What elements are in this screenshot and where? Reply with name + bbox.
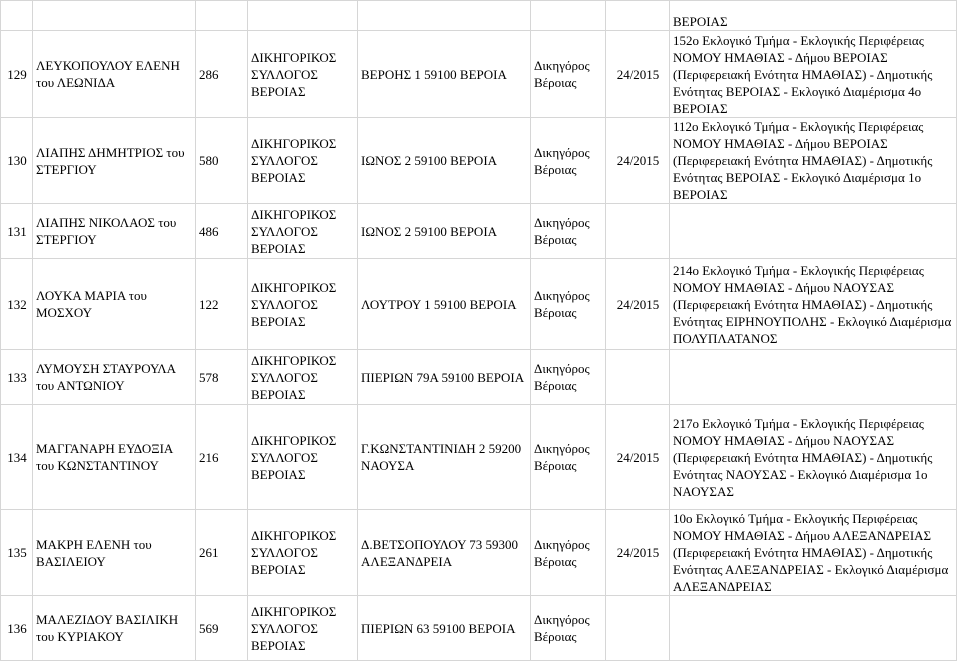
profession-cell: Δικηγόρος Βέροιας: [531, 259, 606, 350]
code-cell: 261: [196, 510, 248, 596]
address-cell: [358, 1, 531, 31]
address-cell: ΒΕΡΟΗΣ 1 59100 ΒΕΡΟΙΑ: [358, 31, 531, 118]
association-cell: [248, 1, 358, 31]
row-number-cell: 136: [1, 596, 33, 661]
area-cell: 214ο Εκλογικό Τμήμα - Εκλογικής Περιφέρειας ΝΟΜΟΥ ΗΜΑΘΙΑΣ - Δήμου ΝΑΟΥΣΑΣ (Περιφερειακή Ενότητα ΗΜΑΘΙΑΣ) - Δημοτικής Ενότητας ΕΙΡΗΝΟΥΠΟΛΗΣ - Εκλογικό Διαμέρισμα ΠΟΛΥΠΛΑΤΑΝΟΣ: [670, 259, 957, 350]
row-number-cell: 133: [1, 350, 33, 405]
name-cell: [33, 1, 196, 31]
code-cell: 578: [196, 350, 248, 405]
name-cell: ΛΥΜΟΥΣΗ ΣΤΑΥΡΟΥΛΑ του ΑΝΤΩΝΙΟΥ: [33, 350, 196, 405]
table-row: [1, 405, 957, 510]
row-number-cell: 131: [1, 204, 33, 259]
row-number-cell: 129: [1, 31, 33, 118]
decision-cell: 24/2015: [606, 259, 670, 350]
association-cell: ΔΙΚΗΓΟΡΙΚΟΣ ΣΥΛΛΟΓΟΣ ΒΕΡΟΙΑΣ: [248, 204, 358, 259]
row-number-cell: 135: [1, 510, 33, 596]
address-cell: ΠΙΕΡΙΩΝ 63 59100 ΒΕΡΟΙΑ: [358, 596, 531, 661]
name-cell: ΜΑΓΓΑΝΑΡΗ ΕΥΔΟΞΙΑ του ΚΩΝΣΤΑΝΤΙΝΟΥ: [33, 405, 196, 510]
area-cell: [670, 204, 957, 259]
table-row: [1, 350, 957, 405]
decision-cell: 24/2015: [606, 118, 670, 204]
association-cell: ΔΙΚΗΓΟΡΙΚΟΣ ΣΥΛΛΟΓΟΣ ΒΕΡΟΙΑΣ: [248, 118, 358, 204]
code-cell: 486: [196, 204, 248, 259]
profession-cell: Δικηγόρος Βέροιας: [531, 405, 606, 510]
address-cell: ΙΩΝΟΣ 2 59100 ΒΕΡΟΙΑ: [358, 204, 531, 259]
decision-cell: 24/2015: [606, 510, 670, 596]
code-cell: 569: [196, 596, 248, 661]
association-cell: ΔΙΚΗΓΟΡΙΚΟΣ ΣΥΛΛΟΓΟΣ ΒΕΡΟΙΑΣ: [248, 405, 358, 510]
area-cell: 152ο Εκλογικό Τμήμα - Εκλογικής Περιφέρειας ΝΟΜΟΥ ΗΜΑΘΙΑΣ - Δήμου ΒΕΡΟΙΑΣ (Περιφερειακή Ενότητα ΗΜΑΘΙΑΣ) - Δημοτικής Ενότητας ΒΕΡΟΙΑΣ - Εκλογικό Διαμέρισμα 4ο ΒΕΡΟΙΑΣ: [670, 31, 957, 118]
decision-cell: [606, 204, 670, 259]
decision-cell: [606, 596, 670, 661]
name-cell: ΛΕΥΚΟΠΟΥΛΟΥ ΕΛΕΝΗ του ΛΕΩΝΙΔΑ: [33, 31, 196, 118]
table-row: [1, 118, 957, 204]
association-cell: ΔΙΚΗΓΟΡΙΚΟΣ ΣΥΛΛΟΓΟΣ ΒΕΡΟΙΑΣ: [248, 596, 358, 661]
association-cell: ΔΙΚΗΓΟΡΙΚΟΣ ΣΥΛΛΟΓΟΣ ΒΕΡΟΙΑΣ: [248, 259, 358, 350]
table-row: [1, 31, 957, 118]
profession-cell: Δικηγόρος Βέροιας: [531, 31, 606, 118]
association-cell: ΔΙΚΗΓΟΡΙΚΟΣ ΣΥΛΛΟΓΟΣ ΒΕΡΟΙΑΣ: [248, 350, 358, 405]
profession-cell: [531, 1, 606, 31]
decision-cell: 24/2015: [606, 405, 670, 510]
table-row: [1, 259, 957, 350]
area-cell: ΒΕΡΟΙΑΣ: [670, 1, 957, 31]
decision-cell: [606, 350, 670, 405]
address-cell: Γ.ΚΩΝΣΤΑΝΤΙΝΙΔΗ 2 59200 ΝΑΟΥΣΑ: [358, 405, 531, 510]
address-cell: Δ.ΒΕΤΣΟΠΟΥΛΟΥ 73 59300 ΑΛΕΞΑΝΔΡΕΙΑ: [358, 510, 531, 596]
association-cell: ΔΙΚΗΓΟΡΙΚΟΣ ΣΥΛΛΟΓΟΣ ΒΕΡΟΙΑΣ: [248, 510, 358, 596]
address-cell: ΙΩΝΟΣ 2 59100 ΒΕΡΟΙΑ: [358, 118, 531, 204]
code-cell: 216: [196, 405, 248, 510]
name-cell: ΛΙΑΠΗΣ ΔΗΜΗΤΡΙΟΣ του ΣΤΕΡΓΙΟΥ: [33, 118, 196, 204]
row-number-cell: 130: [1, 118, 33, 204]
name-cell: ΜΑΛΕΖΙΔΟΥ ΒΑΣΙΛΙΚΗ του ΚΥΡΙΑΚΟΥ: [33, 596, 196, 661]
profession-cell: Δικηγόρος Βέροιας: [531, 350, 606, 405]
area-cell: [670, 350, 957, 405]
area-cell: 217ο Εκλογικό Τμήμα - Εκλογικής Περιφέρειας ΝΟΜΟΥ ΗΜΑΘΙΑΣ - Δήμου ΝΑΟΥΣΑΣ (Περιφερειακή Ενότητα ΗΜΑΘΙΑΣ) - Δημοτικής Ενότητας ΝΑΟΥΣΑΣ - Εκλογικό Διαμέρισμα 1ο ΝΑΟΥΣΑΣ: [670, 405, 957, 510]
code-cell: 286: [196, 31, 248, 118]
decision-cell: [606, 1, 670, 31]
code-cell: 122: [196, 259, 248, 350]
code-cell: [196, 1, 248, 31]
area-cell: [670, 596, 957, 661]
area-cell: 112ο Εκλογικό Τμήμα - Εκλογικής Περιφέρειας ΝΟΜΟΥ ΗΜΑΘΙΑΣ - Δήμου ΒΕΡΟΙΑΣ (Περιφερειακή Ενότητα ΗΜΑΘΙΑΣ) - Δημοτικής Ενότητας ΒΕΡΟΙΑΣ - Εκλογικό Διαμέρισμα 1ο ΒΕΡΟΙΑΣ: [670, 118, 957, 204]
address-cell: ΛΟΥΤΡΟΥ 1 59100 ΒΕΡΟΙΑ: [358, 259, 531, 350]
profession-cell: Δικηγόρος Βέροιας: [531, 510, 606, 596]
profession-cell: Δικηγόρος Βέροιας: [531, 596, 606, 661]
row-number-cell: 134: [1, 405, 33, 510]
row-number-cell: [1, 1, 33, 31]
code-cell: 580: [196, 118, 248, 204]
address-cell: ΠΙΕΡΙΩΝ 79Α 59100 ΒΕΡΟΙΑ: [358, 350, 531, 405]
name-cell: ΜΑΚΡΗ ΕΛΕΝΗ του ΒΑΣΙΛΕΙΟΥ: [33, 510, 196, 596]
profession-cell: Δικηγόρος Βέροιας: [531, 204, 606, 259]
association-cell: ΔΙΚΗΓΟΡΙΚΟΣ ΣΥΛΛΟΓΟΣ ΒΕΡΟΙΑΣ: [248, 31, 358, 118]
table-row: [1, 596, 957, 661]
profession-cell: Δικηγόρος Βέροιας: [531, 118, 606, 204]
row-number-cell: 132: [1, 259, 33, 350]
name-cell: ΛΙΑΠΗΣ ΝΙΚΟΛΑΟΣ του ΣΤΕΡΓΙΟΥ: [33, 204, 196, 259]
table-row: [1, 510, 957, 596]
table-row: [1, 204, 957, 259]
area-cell: 10ο Εκλογικό Τμήμα - Εκλογικής Περιφέρειας ΝΟΜΟΥ ΗΜΑΘΙΑΣ - Δήμου ΑΛΕΞΑΝΔΡΕΙΑΣ (Περιφερειακή Ενότητα ΗΜΑΘΙΑΣ) - Δημοτικής Ενότητας ΑΛΕΞΑΝΔΡΕΙΑΣ - Εκλογικό Διαμέρισμα ΑΛΕΞΑΝΔΡΕΙΑΣ: [670, 510, 957, 596]
table-row-top: [1, 1, 957, 31]
decision-cell: 24/2015: [606, 31, 670, 118]
name-cell: ΛΟΥΚΑ ΜΑΡΙΑ του ΜΟΣΧΟΥ: [33, 259, 196, 350]
